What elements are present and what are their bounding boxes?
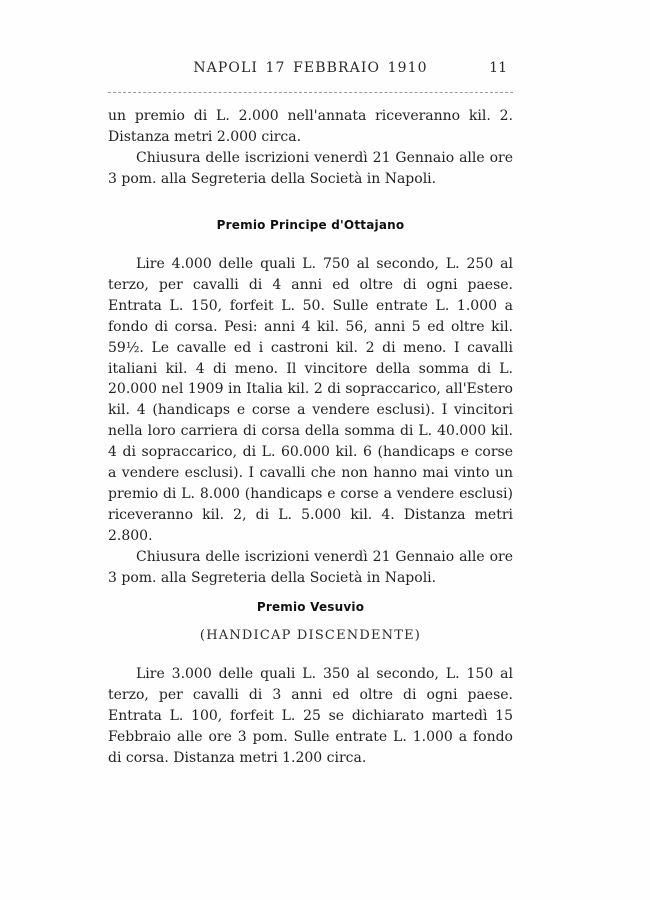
section-title-ottajano: Premio Principe d'Ottajano [216, 218, 405, 232]
continuation-text [108, 106, 513, 190]
ottajano-closing-paragraph: Chiusura delle iscrizioni venerdì 21 Gennaio alle ore 3 pom. alla Segreteria della Società in Napoli. [108, 548, 513, 586]
page-number: 11 [489, 60, 507, 76]
section-body-vesuvio [108, 664, 513, 769]
ottajano-conditions-paragraph: Lire 4.000 delle quali L. 750 al secondo, L. 250 al terzo, per cavalli di 4 anni ed oltre di ogni paese. Entrata L. 150, forfeit L. 50. Sulle entrate L. 1.000 a fondo di corsa. Pesi: anni 4 kil. 56, anni 5 ed oltre kil. 59½. Le cavalle ed i castroni kil. 2 di meno. I cavalli italiani kil. 4 di meno. Il vincitore della somma di L. 20.000 nel 1909 in Italia kil. 2 di sopraccarico, all'Estero kil. 4 (handicaps e corse a vendere esclusi). I vincitori nella loro carriera di corsa della somma di L. 40.000 kil. 4 di sopraccarico, di L. 60.000 kil. 6 (handicaps e corse a vendere esclusi). I cavalli che non hanno mai vinto un premio di L. 8.000 (handicaps e corse a vendere esclusi) riceveranno kil. 2, di L. 5.000 kil. 4. Distanza metri 2.800. [108, 256, 513, 544]
running-title: NAPOLI 17 FEBBRAIO 1910 [193, 60, 428, 76]
section-subtitle-vesuvio: (HANDICAP DISCENDENTE) [199, 628, 422, 643]
running-head [108, 60, 513, 84]
section-body-ottajano [108, 254, 513, 589]
header-rule [108, 92, 513, 93]
continuation-paragraph: un premio di L. 2.000 nell'annata riceveranno kil. 2. Distanza metri 2.000 circa. [108, 108, 513, 145]
continuation-closing-paragraph: Chiusura delle iscrizioni venerdì 21 Gennaio alle ore 3 pom. alla Segreteria della Società in Napoli. [108, 149, 513, 187]
section-title-vesuvio: Premio Vesuvio [256, 600, 365, 614]
vesuvio-conditions-paragraph: Lire 3.000 delle quali L. 350 al secondo, L. 150 al terzo, per cavalli di 3 anni ed oltre di ogni paese. Entrata L. 100, forfeit L. 25 se dichiarato martedì 15 Febbraio alle ore 3 pom. Sulle entrate L. 1.000 a fondo di corsa. Distanza metri 1.200 circa. [108, 666, 513, 766]
